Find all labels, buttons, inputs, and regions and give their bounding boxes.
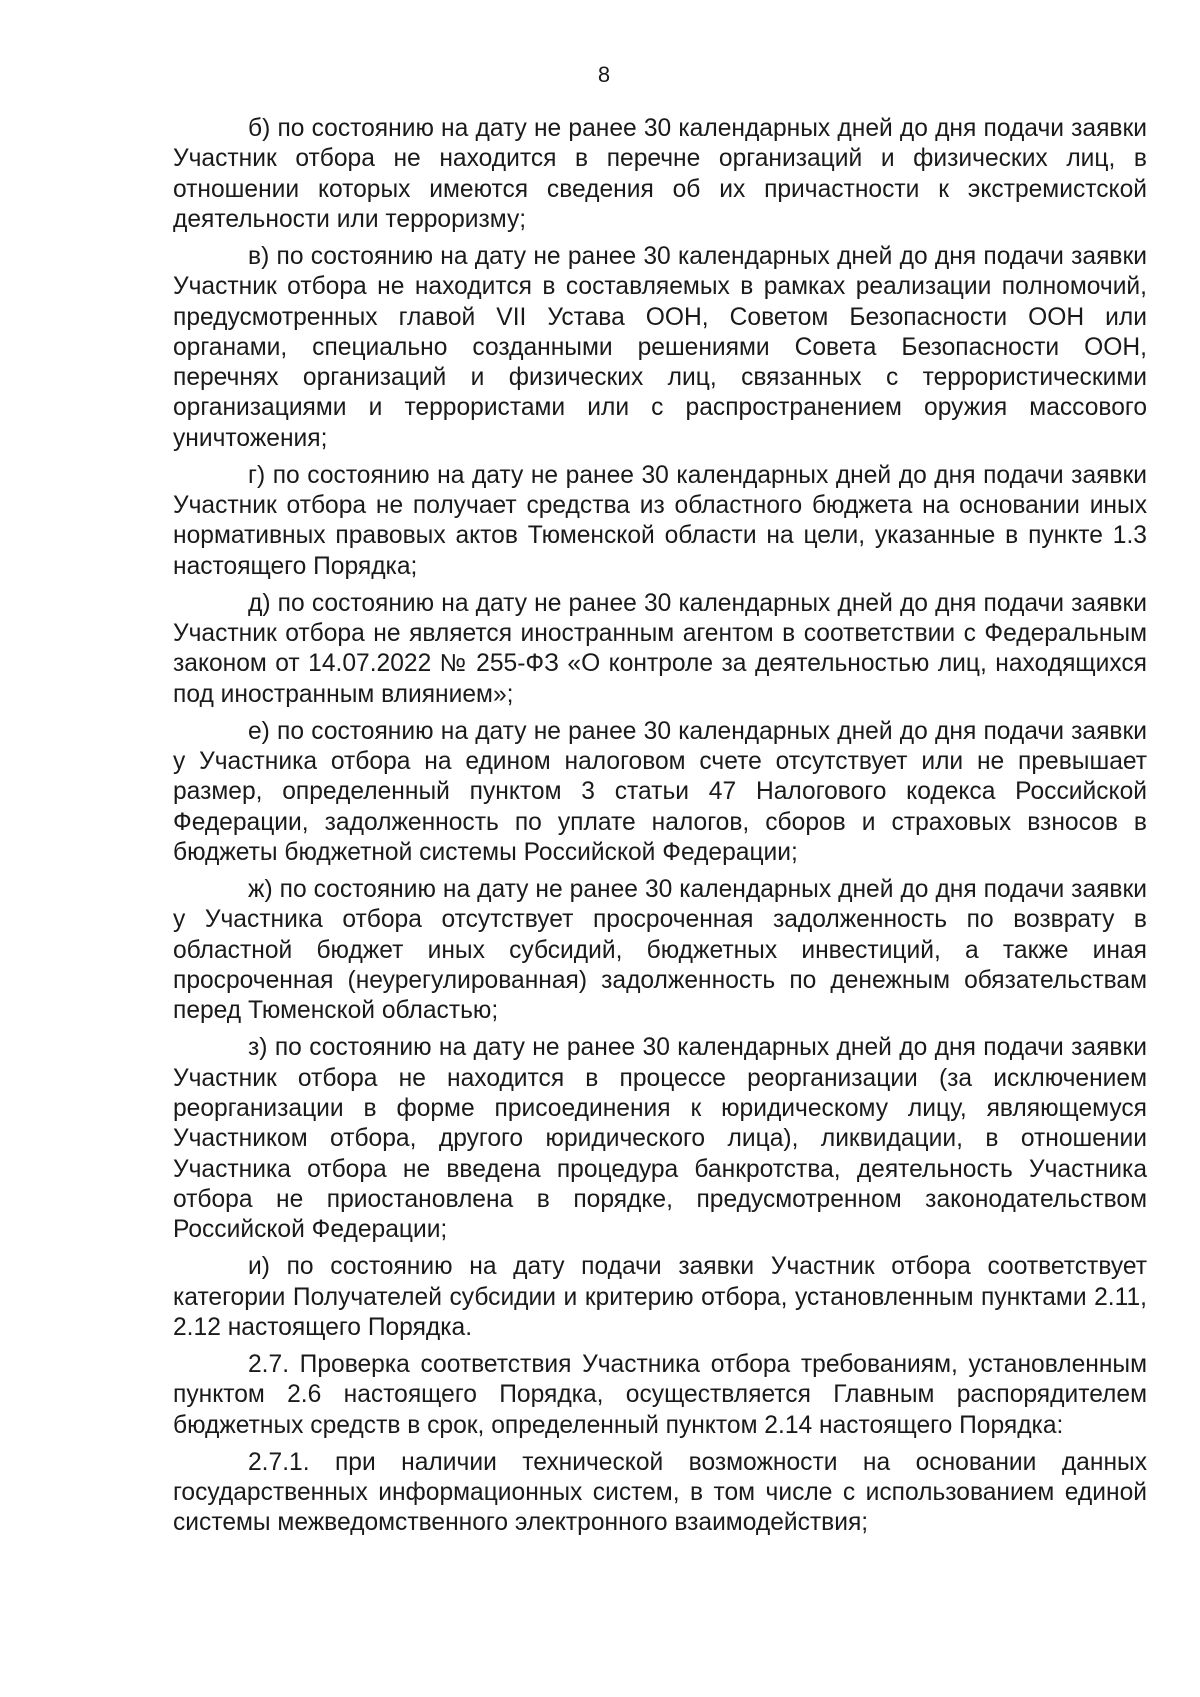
paragraph-g: г) по состоянию на дату не ранее 30 календарных дней до дня подачи заявки Участник отбора не получает средства из областного бюджета на основании иных нормативных правовых актов Тюменской области на цели, указанные в пункте 1.3 настоящего Порядка; xyxy=(173,461,1147,580)
paragraph-d: д) по состоянию на дату не ранее 30 календарных дней до дня подачи заявки Участник отбора не является иностранным агентом в соответствии с Федеральным законом от 14.07.2022 № 255-ФЗ «О контроле за деятельностью лиц, находящихся под иностранным влиянием»; xyxy=(173,589,1147,708)
paragraph-e: е) по состоянию на дату не ранее 30 календарных дней до дня подачи заявки у Участника отбора на едином налоговом счете отсутствует или не превышает размер, определенный пунктом 3 статьи 47 Налогового кодекса Российской Федерации, задолженность по уплате налогов, сборов и страховых взносов в бюджеты бюджетной системы Российской Федерации; xyxy=(173,717,1147,867)
paragraph-b: б) по состоянию на дату не ранее 30 календарных дней до дня подачи заявки Участник отбора не находится в перечне организаций и физических лиц, в отношении которых имеются сведения об их причастности к экстремистской деятельности или терроризму; xyxy=(173,115,1147,233)
page-number: 8 xyxy=(597,62,611,87)
paragraph-v: в) по состоянию на дату не ранее 30 календарных дней до дня подачи заявки Участник отбора не находится в составляемых в рамках реализации полномочий, предусмотренных главой VII Устава ООН, Советом Безопасности ООН или органами, специально созданными решениями Совета Безопасности ООН, перечнях организаций и физических лиц, связанных с террористическими организациями и террористами или с распространением оружия массового уничтожения; xyxy=(173,242,1147,452)
paragraph-2-7: 2.7. Проверка соответствия Участника отбора требованиям, установленным пунктом 2.6 настоящего Порядка, осуществляется Главным распорядителем бюджетных средств в срок, определенный пунктом 2.14 настоящего Порядка: xyxy=(173,1350,1147,1439)
paragraph-zh: ж) по состоянию на дату не ранее 30 календарных дней до дня подачи заявки у Участника отбора отсутствует просроченная задолженность по возврату в областной бюджет иных субсидий, бюджетных инвестиций, а также иная просроченная (неурегулированная) задолженность по денежным обязательствам перед Тюменской областью; xyxy=(173,876,1147,1025)
paragraph-i: и) по состоянию на дату подачи заявки Участник отбора соответствует категории Получателей субсидии и критерию отбора, установленным пунктами 2.11, 2.12 настоящего Порядка. xyxy=(173,1253,1147,1341)
paragraph-z: з) по состоянию на дату не ранее 30 календарных дней до дня подачи заявки Участник отбора не находится в процессе реорганизации (за исключением реорганизации в форме присоединения к юридическому лицу, являющемуся Участником отбора, другого юридического лица), ликвидации, в отношении Участника отбора не введена процедура банкротства, деятельность Участника отбора не приостановлена в порядке, предусмотренном законодательством Российской Федерации; xyxy=(173,1034,1147,1244)
paragraph-2-7-1: 2.7.1. при наличии технической возможности на основании данных государственных информационных систем, в том числе с использованием единой системы межведомственного электронного взаимодействия; xyxy=(173,1448,1147,1537)
document-body xyxy=(173,114,1147,1545)
